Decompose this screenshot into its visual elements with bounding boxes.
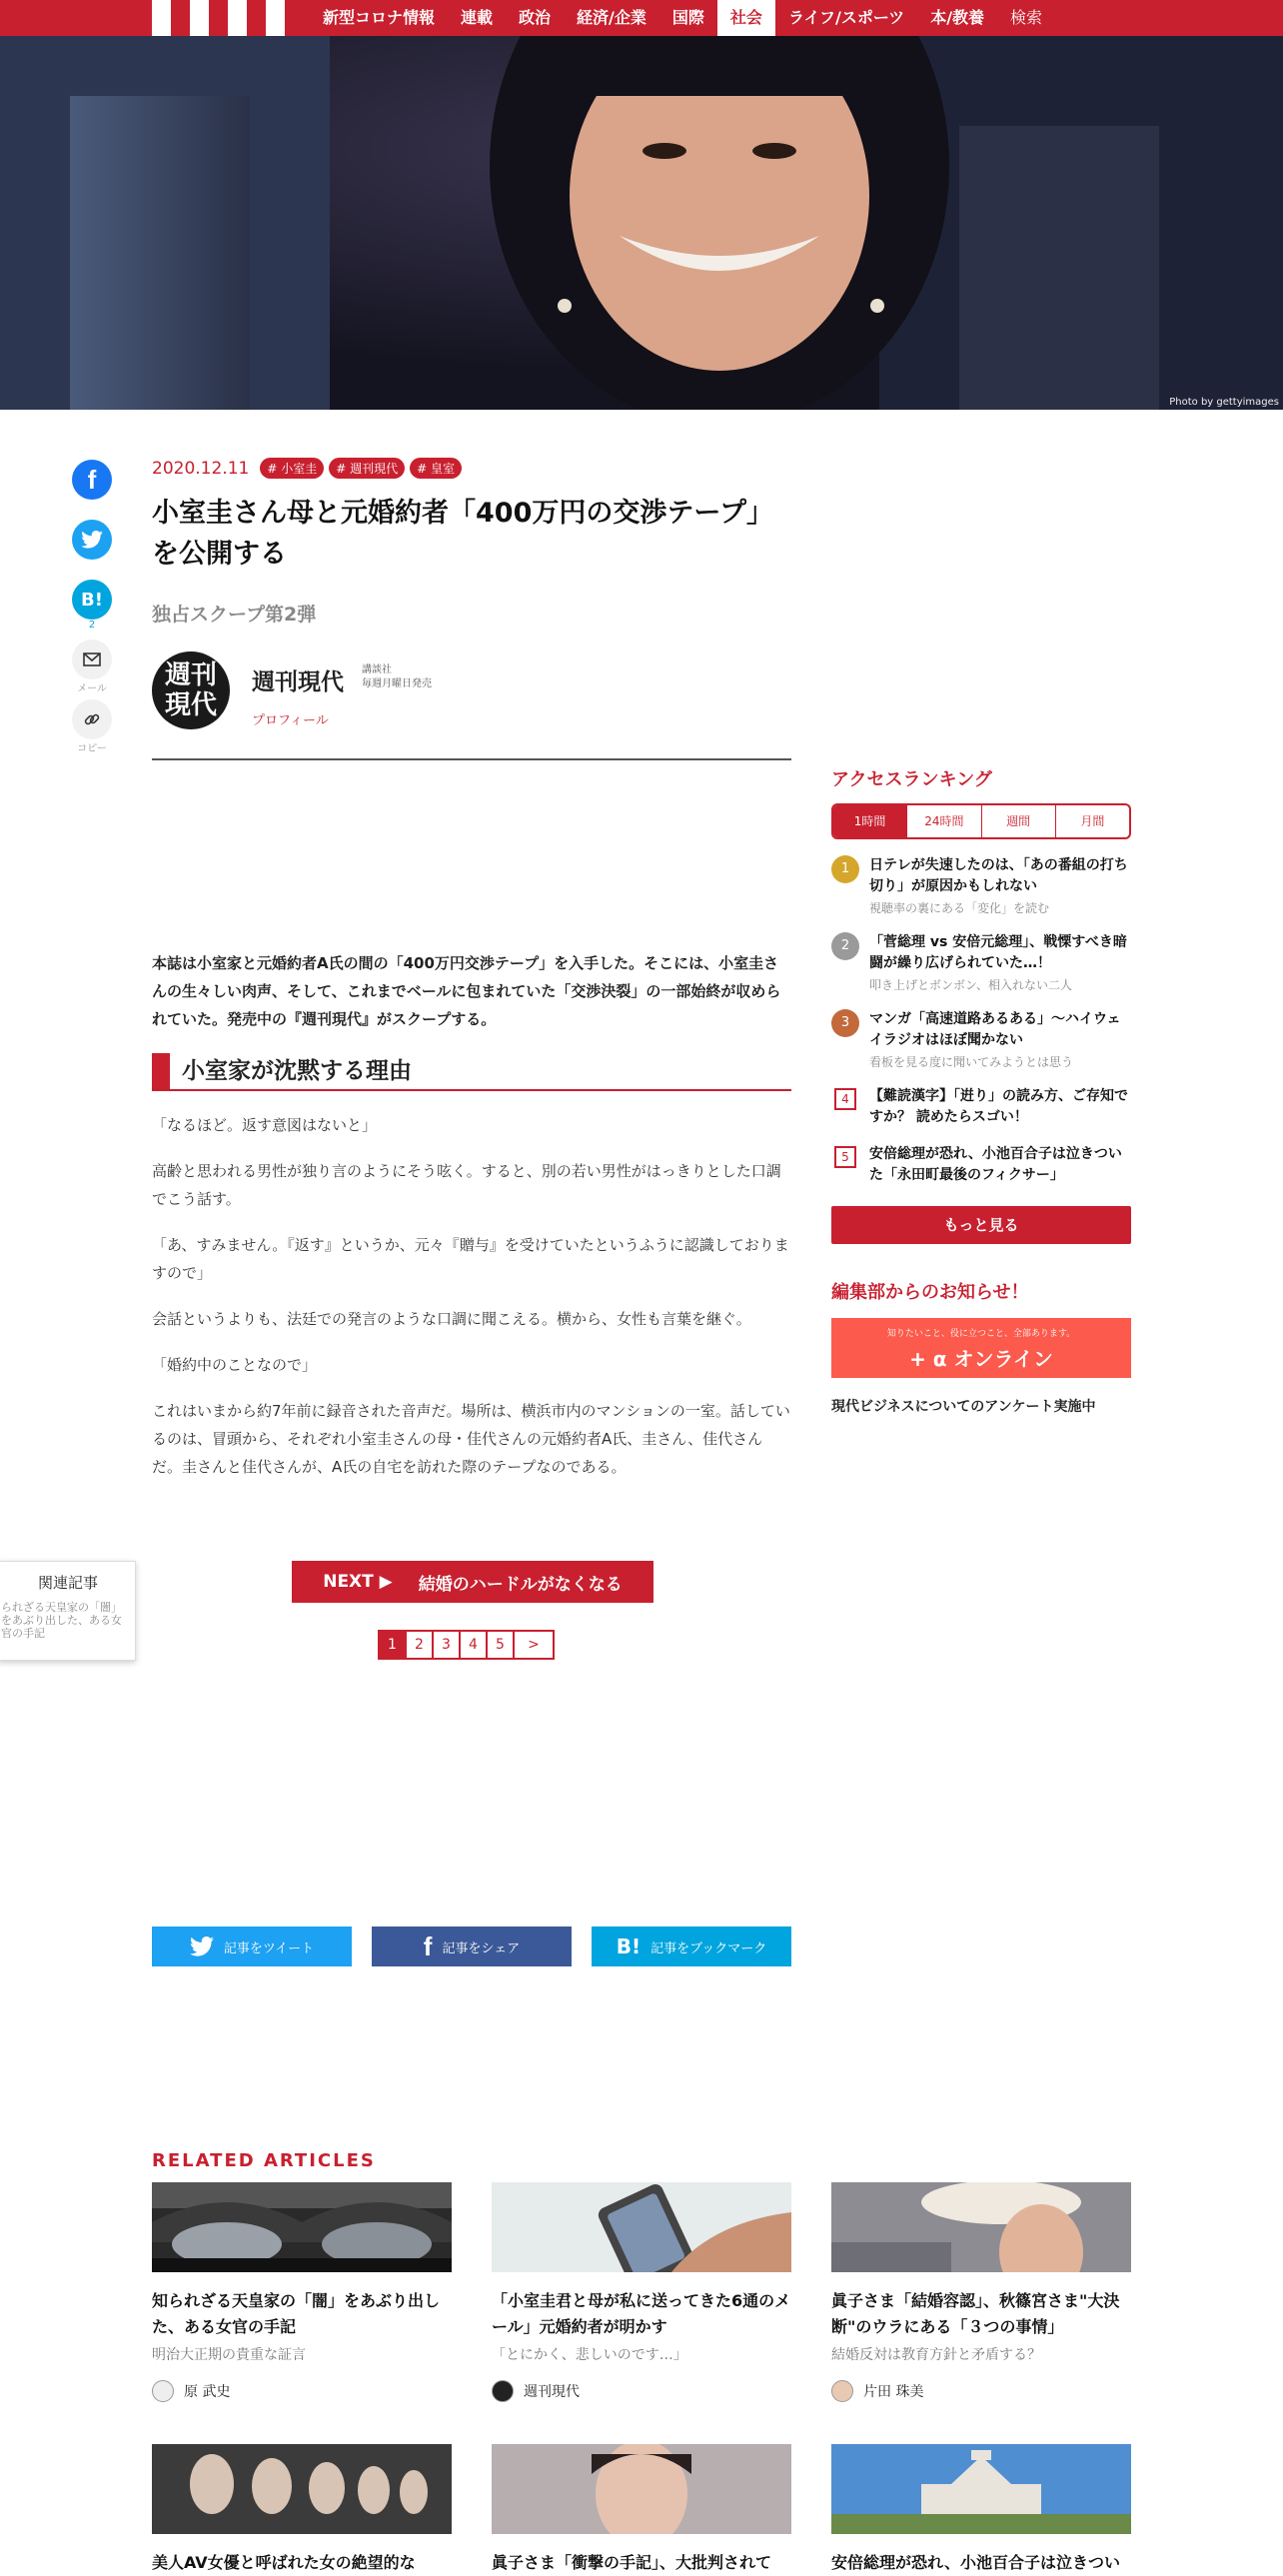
ranking-item-title: 安倍総理が恐れ、小池百合子は泣きついた「永田町最後のフィクサー」 [869, 1146, 1122, 1183]
tab-24hour[interactable]: 24時間 [906, 805, 980, 837]
tag-imperial[interactable]: # 皇室 [410, 458, 462, 479]
related-heading: RELATED ARTICLES [152, 2150, 376, 2171]
author-block [152, 651, 791, 759]
related-card[interactable] [152, 2444, 452, 2576]
rank-badge: 2 [831, 932, 859, 960]
author-publisher: 講談社 毎週月曜日発売 [362, 664, 432, 689]
nav-items [310, 0, 1055, 36]
hatena-label: 記事をブックマーク [650, 1940, 767, 1956]
related-card-author: 週刊現代 [492, 2380, 791, 2402]
page-next[interactable]: > [513, 1630, 555, 1660]
article-lead: 本誌は小室家と元婚約者A氏の間の「400万円交渉テープ」を入手した。そこには、小室圭さんの生々しい肉声、そして、これまでベールに包まれていた「交渉決裂」の一部始終が収められていた。発売中の『週刊現代』がスクープする。 [152, 954, 781, 1028]
author-avatar-icon [152, 2380, 174, 2402]
nav-item-search[interactable]: 検索 [1010, 8, 1043, 27]
mail-icon [83, 652, 101, 666]
hatena-count: 2 [88, 620, 96, 631]
paragraph: 「婚約中のことなので」 [152, 1356, 318, 1374]
related-card-author: 片田 珠美 [831, 2380, 1131, 2402]
tag-shukan-gendai[interactable]: # 週刊現代 [329, 458, 405, 479]
related-card-image [831, 2182, 1131, 2272]
article-meta [152, 458, 462, 479]
ranking-item-sub: 視聴率の裏にある「変化」を読む [869, 901, 1050, 915]
tag-komuro[interactable]: # 小室圭 [260, 458, 324, 479]
mail-share-button[interactable] [72, 640, 112, 679]
related-card-title: 眞子さま「結婚容認」、秋篠宮さま"大決断"のウラにある「３つの事情」 [831, 2291, 1120, 2336]
tab-1hour[interactable]: 1時間 [833, 805, 906, 837]
ranking-title: アクセスランキング [831, 769, 992, 790]
plus-alpha-banner[interactable] [831, 1318, 1131, 1378]
paragraph: 高齢と思われる男性が独り言のようにそう呟く。すると、別の若い男性がはっきりとした口調でこう話す。 [152, 1162, 781, 1208]
ranking-item[interactable] [831, 855, 1131, 916]
related-card-title: 美人AV女優と呼ばれた女の絶望的な [152, 2553, 416, 2572]
nav-item-society[interactable]: 社会 [717, 0, 775, 36]
related-card-title: 安倍総理が恐れ、小池百合子は泣きつい [831, 2553, 1120, 2572]
related-card-image [152, 2182, 452, 2272]
related-card-title: 眞子さま「衝撃の手記」、大批判されて [492, 2553, 772, 2572]
page-5[interactable]: 5 [486, 1630, 515, 1660]
side-share-column [70, 460, 114, 759]
related-card[interactable] [492, 2444, 791, 2576]
related-article-popup[interactable] [0, 1561, 136, 1661]
related-card-image [152, 2444, 452, 2534]
ranking-item-title: 「菅総理 vs 安倍元総理」、戦慄すべき暗闘が繰り広げられていた…！ [869, 934, 1127, 971]
mail-label: メール [77, 683, 107, 694]
facebook-label: 記事をシェア [442, 1940, 521, 1956]
hatena-icon: B! [81, 589, 103, 611]
related-card-image [492, 2182, 791, 2272]
copy-link-button[interactable] [72, 699, 112, 739]
nav-item-series[interactable]: 連載 [461, 8, 494, 27]
rank-badge: 1 [831, 855, 859, 883]
page-4[interactable]: 4 [459, 1630, 488, 1660]
site-logo[interactable] [152, 0, 292, 36]
page-1[interactable]: 1 [378, 1630, 407, 1660]
related-card-sub: 明治大正期の貴重な証言 [152, 2347, 306, 2363]
tweet-button[interactable] [152, 1927, 352, 1966]
nav-item-economy[interactable]: 経済/企業 [577, 8, 646, 27]
related-card[interactable] [831, 2444, 1131, 2576]
author-avatar-icon [831, 2380, 853, 2402]
ranking-item[interactable] [831, 1009, 1131, 1070]
photo-credit: Photo by gettyimages [1169, 397, 1279, 408]
related-card-image [831, 2444, 1131, 2534]
twitter-icon [81, 531, 103, 549]
more-button[interactable]: もっと見る [831, 1206, 1131, 1244]
notice-title: 編集部からのお知らせ！ [831, 1282, 1029, 1303]
top-nav [0, 0, 1283, 36]
nav-item-life-sports[interactable]: ライフ/スポーツ [787, 8, 905, 27]
twitter-share-button[interactable] [72, 520, 112, 560]
related-popup-title: 関連記事 [37, 1574, 98, 1592]
copy-label: コピー [77, 743, 107, 754]
rank-badge: 3 [831, 1009, 859, 1037]
related-card-title: 「小室圭君と母が私に送ってきた6通のメール」元婚約者が明かす [492, 2291, 791, 2336]
page-3[interactable]: 3 [432, 1630, 461, 1660]
related-card[interactable] [492, 2182, 791, 2402]
related-card[interactable] [152, 2182, 452, 2402]
ranking-item[interactable] [831, 932, 1131, 993]
hatena-button[interactable] [592, 1927, 791, 1966]
next-page-button[interactable] [292, 1561, 653, 1603]
nav-item-politics[interactable]: 政治 [519, 8, 552, 27]
related-card-title: 知られざる天皇家の「闇」をあぶり出した、ある女官の手記 [152, 2291, 441, 2336]
hatena-share-button[interactable] [72, 580, 112, 620]
twitter-icon [190, 1936, 214, 1956]
facebook-icon: f [87, 464, 97, 495]
next-label: NEXT ▶ [323, 1572, 393, 1592]
hero-image [0, 36, 1283, 410]
rank-badge: 5 [834, 1146, 856, 1168]
facebook-icon: f [423, 1931, 433, 1961]
tweet-label: 記事をツイート [223, 1940, 315, 1956]
author-name[interactable]: 週刊現代 [252, 669, 344, 695]
survey-link[interactable]: 現代ビジネスについてのアンケート実施中 [831, 1399, 1096, 1415]
author-divider [152, 758, 791, 760]
article-date: 2020.12.11 [152, 458, 250, 479]
banner-title: + α オンライン [909, 1347, 1053, 1371]
section-heading: 小室家が沈黙する理由 [152, 1053, 791, 1091]
paragraph: 「あ、すみません。『返す』というか、元々『贈与』を受けていたというふうに認識しておりますので」 [152, 1236, 789, 1282]
tab-weekly[interactable]: 週間 [981, 805, 1055, 837]
related-card-author: 原 武史 [152, 2380, 452, 2402]
paragraph: これはいまから約7年前に録音された音声だ。場所は、横浜市内のマンションの一室。話しているのは、冒頭から、それぞれ小室圭さんの母・佳代さんの元婚約者A氏、圭さん、佳代さんだ。圭さんと佳代さんが、A氏の自宅を訪れた際のテープなのである。 [152, 1402, 790, 1476]
nav-item-international[interactable]: 国際 [671, 8, 704, 27]
author-avatar-icon [492, 2380, 514, 2402]
facebook-share-button[interactable] [72, 460, 112, 500]
tab-monthly[interactable]: 月間 [1055, 805, 1129, 837]
paragraph: 会話というよりも、法廷での発言のような口調に聞こえる。横から、女性も言葉を継ぐ。 [152, 1310, 751, 1328]
sidebar [831, 765, 1131, 1416]
article-body [152, 1111, 791, 1499]
hatena-icon: B! [616, 1934, 642, 1958]
share-bar [152, 1927, 791, 1966]
paragraph: 「なるほど。返す意図はないと」 [152, 1116, 378, 1134]
ranking-item[interactable] [831, 1144, 1131, 1186]
page-2[interactable]: 2 [405, 1630, 434, 1660]
ranking-item[interactable] [831, 1086, 1131, 1128]
related-card-sub: 「とにかく、悲しいのです…」 [492, 2347, 687, 2363]
related-card-image [492, 2444, 791, 2534]
ranking-item-sub: 叩き上げとボンボン、相入れない二人 [869, 978, 1073, 992]
related-card[interactable] [831, 2182, 1131, 2402]
next-title: 結婚のハードルがなくなる [418, 1574, 623, 1595]
ranking-item-title: 日テレが失速したのは、「あの番組の打ち切り」が原因かもしれない [869, 857, 1128, 894]
ranking-item-title: マンガ「高速道路あるある」〜ハイウェイラジオはほぼ聞かない [869, 1011, 1121, 1048]
ranking-tabs [831, 803, 1131, 839]
related-card-sub: 結婚反対は教育方針と矛盾する？ [831, 2347, 1041, 2363]
nav-item-books[interactable]: 本/教養 [930, 8, 985, 27]
banner-tagline: 知りたいこと、役に立つこと、全部あります。 [886, 1329, 1076, 1339]
author-logo[interactable]: 週刊現代 [152, 651, 230, 729]
ranking-item-title: 【難読漢字】「逬り」の読み方、ご存知ですか？ 読めたらスゴい！ [869, 1088, 1128, 1125]
article-subtitle: 独占スクープ第2弾 [152, 604, 317, 626]
nav-item-corona[interactable]: 新型コロナ情報 [323, 8, 436, 27]
pagination [378, 1630, 553, 1660]
hero-photo [0, 36, 1283, 410]
link-icon [83, 710, 101, 728]
article-title: 小室圭さん母と元婚約者「400万円の交渉テープ」を公開する [152, 498, 774, 570]
rank-badge: 4 [834, 1088, 856, 1110]
facebook-button[interactable] [372, 1927, 572, 1966]
ranking-item-sub: 看板を見る度に聞いてみようとは思う [869, 1055, 1074, 1069]
author-profile-link[interactable]: プロフィール [252, 713, 329, 728]
related-popup-snippet: られざる天皇家の「闇」をあぶり出した、ある女官の手記 [1, 1601, 122, 1640]
